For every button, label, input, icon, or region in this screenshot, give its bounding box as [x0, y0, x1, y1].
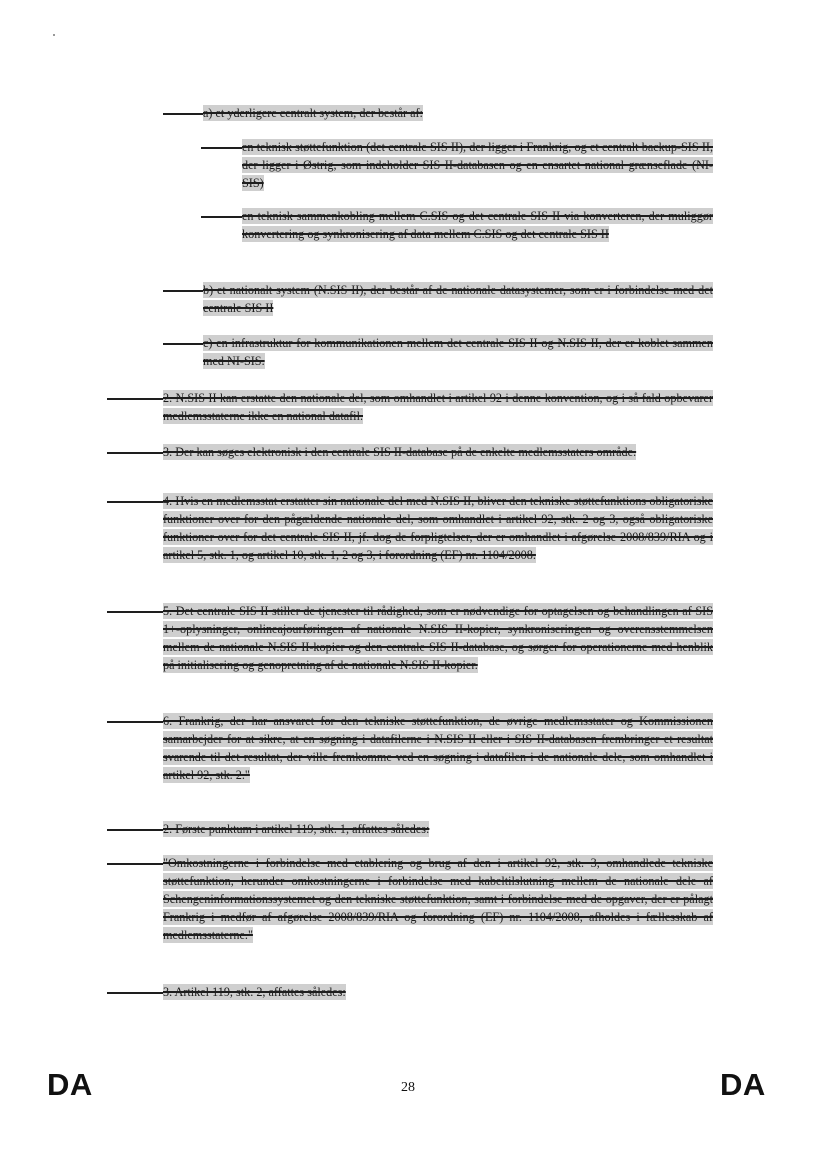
- paragraph-4-text: 4. Hvis en medlemsstat erstatter sin nationale del med N.SIS II, bliver den tekniske støttefunktions obligatoriske funktioner over for den pågældende nationale del, som omhandlet i artikel 92, stk. 2 og 3, også obligatoriske funktioner over for det centrale SIS II, jf. dog de forpligtelser, der er omhandlet i afgørelse 2008/839/RIA og i artikel 5, stk. 1, og artikel 10, stk. 1, 2 og 3, i forordning (EF) nr. 1104/2008.: [163, 494, 713, 562]
- paragraph-4: [163, 492, 713, 564]
- page-number: 28: [401, 1080, 415, 1095]
- strike-lead: [163, 113, 203, 115]
- amendment-2-heading: [163, 820, 713, 838]
- strike-lead: [107, 452, 163, 454]
- paragraph-3: [163, 443, 713, 461]
- strike-lead: [163, 343, 203, 345]
- paragraph-3-text: 3. Der kan søges elektronisk i den centrale SIS II-database på de enkelte medlemsstaters område.: [163, 445, 637, 459]
- amendment-2-body-text: "Omkostningerne i forbindelse med etablering og brug af den i artikel 92, stk. 3, omhandlede tekniske støttefunktion, herunder omkostningerne i forbindelse med kabeltilslutning mellem de nationale dele af Schengeninformationssystemet og den tekniske støttefunktion, samt i forbindelse med de opgaver, der er pålagt Frankrig i medfør af afgørelse 2008/839/RIA og forordning (EF) nr. 1104/2008, afholdes i fællesskab af medlemsstaterne.": [163, 856, 713, 942]
- strike-lead: [107, 501, 163, 503]
- strike-lead: [107, 829, 163, 831]
- strike-lead: [201, 147, 242, 149]
- strike-lead: [107, 398, 163, 400]
- strike-lead: [107, 721, 163, 723]
- item-c-text: c) en infrastruktur for kommunikationen mellem det centrale SIS II og N.SIS II, der er koblet sammen med NI-SIS.: [203, 336, 713, 368]
- paragraph-6-text: 6. Frankrig, der har ansvaret for den tekniske støttefunktion, de øvrige medlemsstater og Kommissionen samarbejder for at sikre, at en søgning i datafilerne i N.SIS II eller i SIS II-databasen frembringer et resultat svarende til det resultat, der ville fremkomme ved en søgning i datafilen i de nationale dele, som omhandlet i artikel 92, stk. 2.": [163, 714, 713, 782]
- amendment-3-heading-text: 3. Artikel 119, stk. 2, affattes således:: [163, 985, 346, 999]
- amendment-3-heading: [163, 983, 713, 1001]
- paragraph-2-text: 2. N.SIS II kan erstatte den nationale del, som omhandlet i artikel 92 i denne konvention, og i så fald opbevarer medlemsstaterne ikke en national datafil.: [163, 391, 713, 423]
- paragraph-5: [163, 602, 713, 674]
- item-b-text: b) et nationalt system (N.SIS II), der består af de nationale datasystemer, som er i forbindelse med det centrale SIS II: [203, 283, 713, 315]
- language-code-right: DA: [720, 1067, 766, 1102]
- scan-speck: [53, 34, 55, 36]
- paragraph-2: [163, 389, 713, 425]
- item-a: [203, 104, 713, 122]
- language-code-left: DA: [47, 1067, 93, 1102]
- paragraph-5-text: 5. Det centrale SIS II stiller de tjenester til rådighed, som er nødvendige for optagelsen og behandlingen af SIS 1+-oplysninger, onlineajourføringen af nationale N.SIS II-kopier, synkroniseringen og overensstemmelsen mellem de nationale N.SIS II-kopier og den centrale SIS II-database, og sørger for operationerne med henblik på initialisering og genopretning af de nationale N.SIS II-kopier.: [163, 604, 713, 672]
- item-c: [203, 334, 713, 370]
- item-a-sub-1: [242, 138, 713, 192]
- strike-lead: [107, 611, 163, 613]
- item-a-text: a) et yderligere centralt system, der består af:: [203, 106, 423, 120]
- strike-lead: [107, 992, 163, 994]
- item-a-sub-2: [242, 207, 713, 243]
- strike-lead: [201, 216, 242, 218]
- amendment-2-heading-text: 2. Første punktum i artikel 119, stk. 1, affattes således:: [163, 822, 430, 836]
- strike-lead: [107, 863, 163, 865]
- paragraph-6: [163, 712, 713, 784]
- item-a-sub-1-text: en teknisk støttefunktion (det centrale SIS II), der ligger i Frankrig, og et centralt backup-SIS II, der ligger i Østrig, som indeholder SIS II-databasen og en ensartet national grænseflade (NI-SIS): [242, 140, 713, 190]
- amendment-2-body: [163, 854, 713, 944]
- item-a-sub-2-text: en teknisk sammenkobling mellem C.SIS og det centrale SIS II via konverteren, der muliggør konvertering og synkronisering af data mellem C.SIS og det centrale SIS II: [242, 209, 713, 241]
- strike-lead: [163, 290, 203, 292]
- item-b: [203, 281, 713, 317]
